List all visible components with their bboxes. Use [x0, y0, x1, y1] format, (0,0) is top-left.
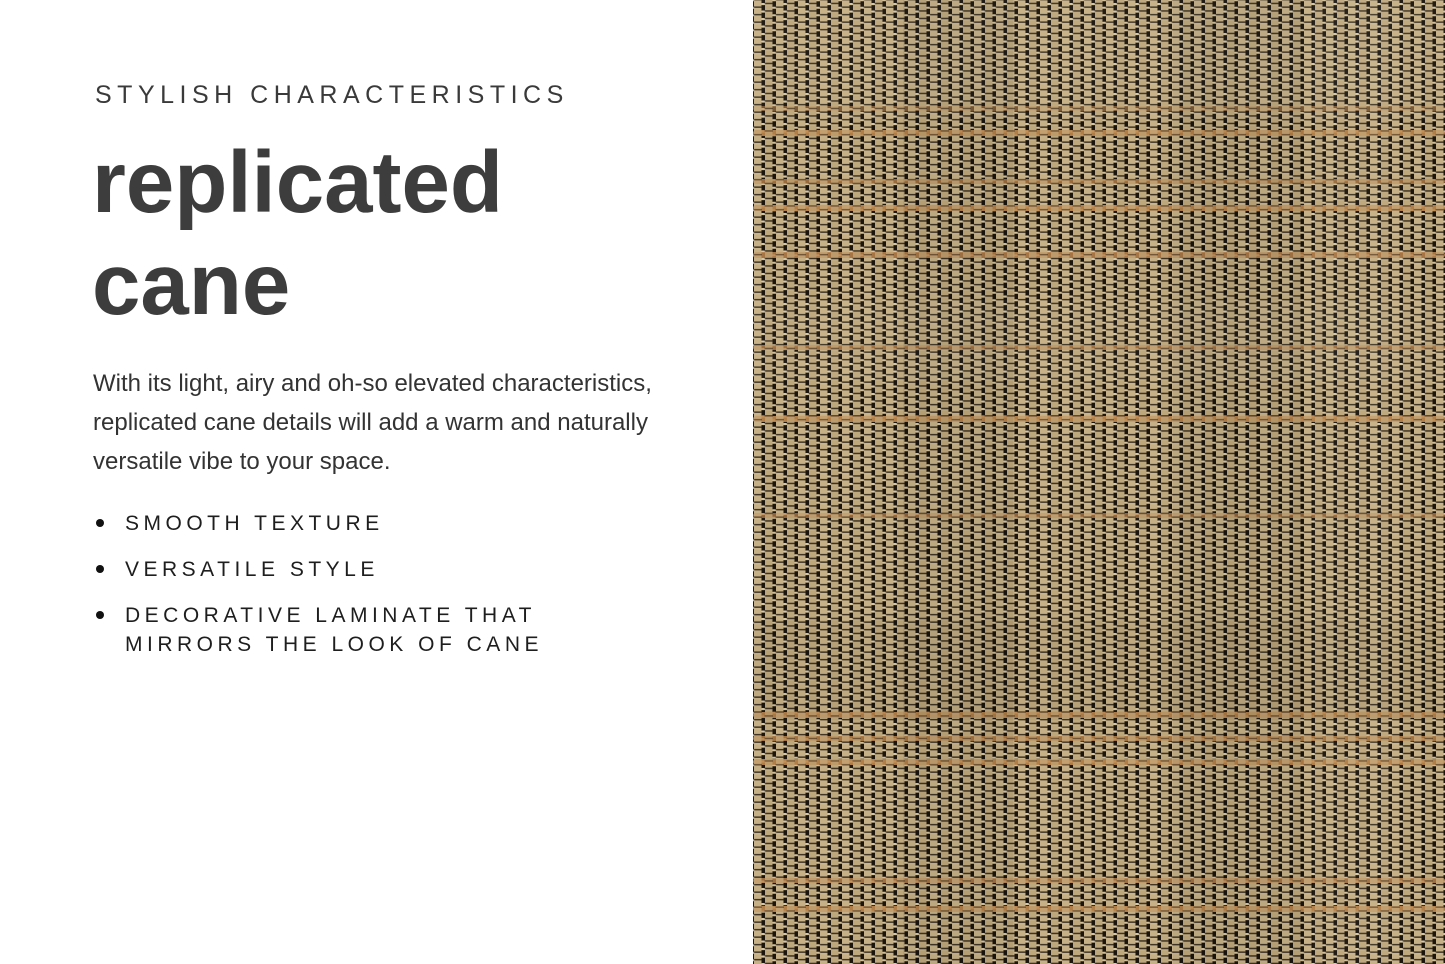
paragraph-line: versatile vibe to your space. [93, 448, 391, 475]
description-paragraph [93, 364, 652, 481]
page-title-line-1: replicated [92, 134, 503, 231]
page-title [92, 132, 503, 336]
eyebrow-label: STYLISH CHARACTERISTICS [95, 81, 569, 109]
bullet-dot-icon [96, 565, 104, 573]
list-item [96, 601, 543, 659]
cane-texture-svg [753, 0, 1445, 964]
page-title-line-2: cane [92, 236, 291, 333]
cane-texture-image [753, 0, 1445, 964]
bullet-dot-icon [96, 611, 104, 619]
list-item-line: VERSATILE STYLE [125, 558, 379, 581]
list-item [96, 555, 543, 584]
feature-list [96, 509, 543, 676]
paragraph-line: With its light, airy and oh-so elevated characteristics, [93, 370, 652, 397]
paragraph-line: replicated cane details will add a warm and naturally [93, 409, 648, 436]
list-item-text [125, 509, 384, 538]
list-item-line: SMOOTH TEXTURE [125, 512, 384, 535]
bullet-dot-icon [96, 519, 104, 527]
list-item-line: DECORATIVE LAMINATE THAT [125, 604, 536, 627]
list-item-line: MIRRORS THE LOOK OF CANE [125, 633, 543, 656]
list-item-text [125, 601, 543, 659]
list-item [96, 509, 543, 538]
list-item-text [125, 555, 379, 584]
